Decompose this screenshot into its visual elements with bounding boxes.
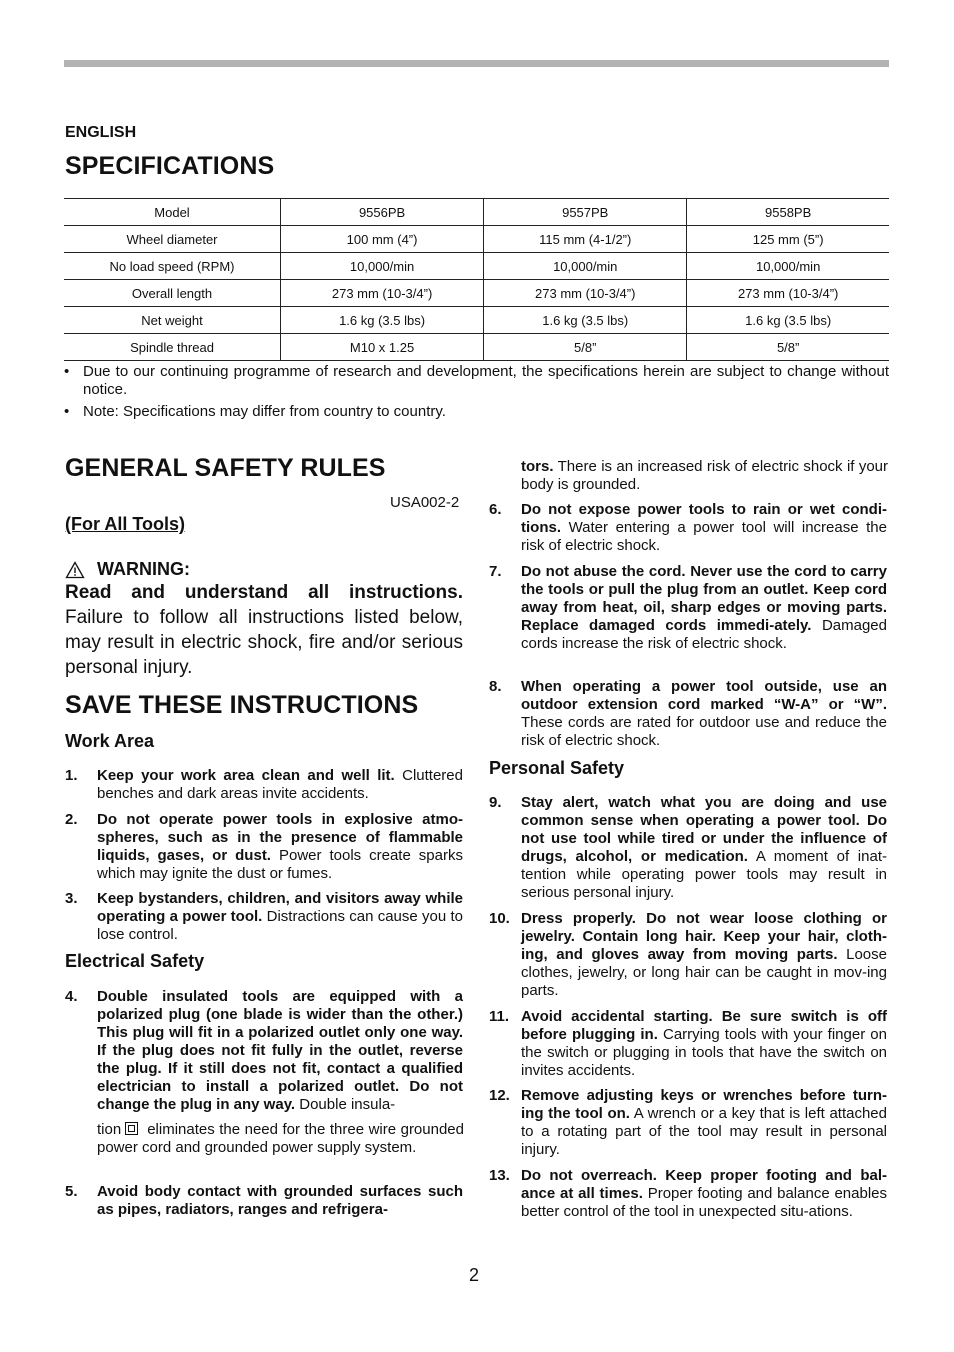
table-cell: 1.6 kg (3.5 lbs) [687,307,889,334]
section-heading-electrical-safety: Electrical Safety [65,951,205,971]
table-cell: 10,000/min [281,253,484,280]
table-cell: M10 x 1.25 [281,334,484,361]
table-cell: Spindle thread [64,334,281,361]
list-item: 1. Keep your work area clean and well lit. Cluttered benches and dark areas invite accidents. [65,767,463,802]
table-cell: 10,000/min [687,253,889,280]
list-item: 3. Keep bystanders, children, and visitors away while operating a power tool. Distractions can cause you to lose control. [65,890,463,943]
table-row [64,226,889,253]
table-cell: 9556PB [281,199,484,226]
table-cell: 5/8” [687,334,889,361]
table-cell: 1.6 kg (3.5 lbs) [484,307,687,334]
table-cell: 125 mm (5”) [687,226,889,253]
language-label: ENGLISH [65,124,137,141]
table-row [64,253,889,280]
table-cell: 100 mm (4”) [281,226,484,253]
list-item: 4. Double insulated tools are equipped with a polarized plug (one blade is wider than the other.) This plug will fit in a polarized outlet only one way. If the plug does not fit fully in the outlet, reverse the plug. If it still does not fit, contact a qualified electrician to install a polarized outlet. Do not change the plug in any way. Double insula- [65,988,463,1113]
table-cell: 9558PB [687,199,889,226]
table-cell: Wheel diameter [64,226,281,253]
item-number: 1. [65,767,78,784]
table-cell: 115 mm (4-1/2”) [484,226,687,253]
table-row [64,199,889,226]
warning-triangle-icon [65,561,85,579]
table-row [64,334,889,361]
list-item: 11. Avoid accidental starting. Be sure switch is off before plugging in. Carrying tools with your finger on the switch or plugging in tools that have the switch on invites accidents. [489,1008,887,1079]
warning-label: WARNING: [97,559,190,579]
item-number: 2. [65,811,78,828]
for-all-tools-heading: (For All Tools) [65,514,185,534]
document-code: USA002-2 [390,494,460,511]
item-number: 7. [489,563,502,580]
item-continuation: tion eliminates the need for the three wire grounded power cord and grounded power supply system. [97,1121,464,1156]
table-cell: 1.6 kg (3.5 lbs) [281,307,484,334]
section-heading-personal-safety: Personal Safety [489,758,625,778]
table-cell: Overall length [64,280,281,307]
table-row [64,307,889,334]
specifications-table [64,198,889,361]
section-heading-work-area: Work Area [65,731,155,751]
specification-notes [64,363,889,425]
item-number: 4. [65,988,78,1005]
item-number: 10. [489,910,510,927]
warning-heading [65,559,190,580]
item-continuation: tors. There is an increased risk of electric shock if your body is grounded. [521,458,888,493]
table-cell: 5/8” [484,334,687,361]
warning-body-text: Failure to follow all instructions listed below, may result in electric shock, fire and/or serious personal injury. [65,607,463,678]
table-cell: 273 mm (10-3/4”) [281,280,484,307]
list-item: 7. Do not abuse the cord. Never use the cord to carry the tools or pull the plug from an outlet. Keep cord away from heat, oil, sharp edges or moving parts. Replace damaged cords immedi-ately. Damaged cords increase the risk of electric shock. [489,563,887,652]
item-number: 13. [489,1167,510,1184]
warning-text [65,580,463,680]
list-item: 5. Avoid body contact with grounded surfaces such as pipes, radiators, ranges and refrigera- [65,1183,463,1218]
list-item: 6. Do not expose power tools to rain or wet condi-tions. Water entering a power tool will increase the risk of electric shock. [489,501,887,554]
table-cell: 273 mm (10-3/4”) [484,280,687,307]
table-cell: Net weight [64,307,281,334]
list-item: 13. Do not overreach. Keep proper footing and bal-ance at all times. Proper footing and balance enables better control of the tool in unexpected situ-ations. [489,1167,887,1220]
table-cell: 10,000/min [484,253,687,280]
note-item: • Note: Specifications may differ from country to country. [64,403,446,420]
table-cell: 9557PB [484,199,687,226]
list-item: 12. Remove adjusting keys or wrenches before turn-ing the tool on. A wrench or a key that is left attached to a rotating part of the tool may result in personal injury. [489,1087,887,1158]
specifications-title: SPECIFICATIONS [65,152,275,180]
table-cell: Model [64,199,281,226]
page-number: 2 [469,1265,480,1285]
list-item: 2. Do not operate power tools in explosive atmo-spheres, such as in the presence of flammable liquids, gases, or dust. Power tools create sparks which may ignite the dust or fumes. [65,811,463,882]
item-number: 3. [65,890,78,907]
list-item: 9. Stay alert, watch what you are doing and use common sense when operating a power tool. Do not use tool while tired or under the influence of drugs, alcohol, or medication. A moment of inat-tention while operating power tools may result in serious personal injury. [489,794,887,901]
general-safety-title: GENERAL SAFETY RULES [65,454,386,482]
save-instructions-title: SAVE THESE INSTRUCTIONS [65,691,419,719]
table-cell: 273 mm (10-3/4”) [687,280,889,307]
header-rule [64,60,889,67]
table-cell: No load speed (RPM) [64,253,281,280]
item-number: 12. [489,1087,510,1104]
item-number: 9. [489,794,502,811]
item-number: 5. [65,1183,78,1200]
item-number: 6. [489,501,502,518]
warning-bold-text: Read and understand all instructions. [65,582,463,603]
table-row [64,280,889,307]
double-insulation-icon [125,1122,138,1135]
bullet-icon: • [64,363,70,380]
bullet-icon: • [64,403,70,420]
list-item: 8. When operating a power tool outside, use an outdoor extension cord marked “W-A” or “W”. These cords are rated for outdoor use and reduce the risk of electric shock. [489,678,887,749]
item-number: 8. [489,678,502,695]
list-item: 10. Dress properly. Do not wear loose clothing or jewelry. Contain long hair. Keep your hair, cloth-ing, and gloves away from moving parts. Loose clothes, jewelry, or long hair can be caught in mov-ing parts. [489,910,887,999]
item-number: 11. [489,1008,510,1025]
note-item: • Due to our continuing programme of research and development, the specifications herein are subject to change without notice. [64,363,889,398]
